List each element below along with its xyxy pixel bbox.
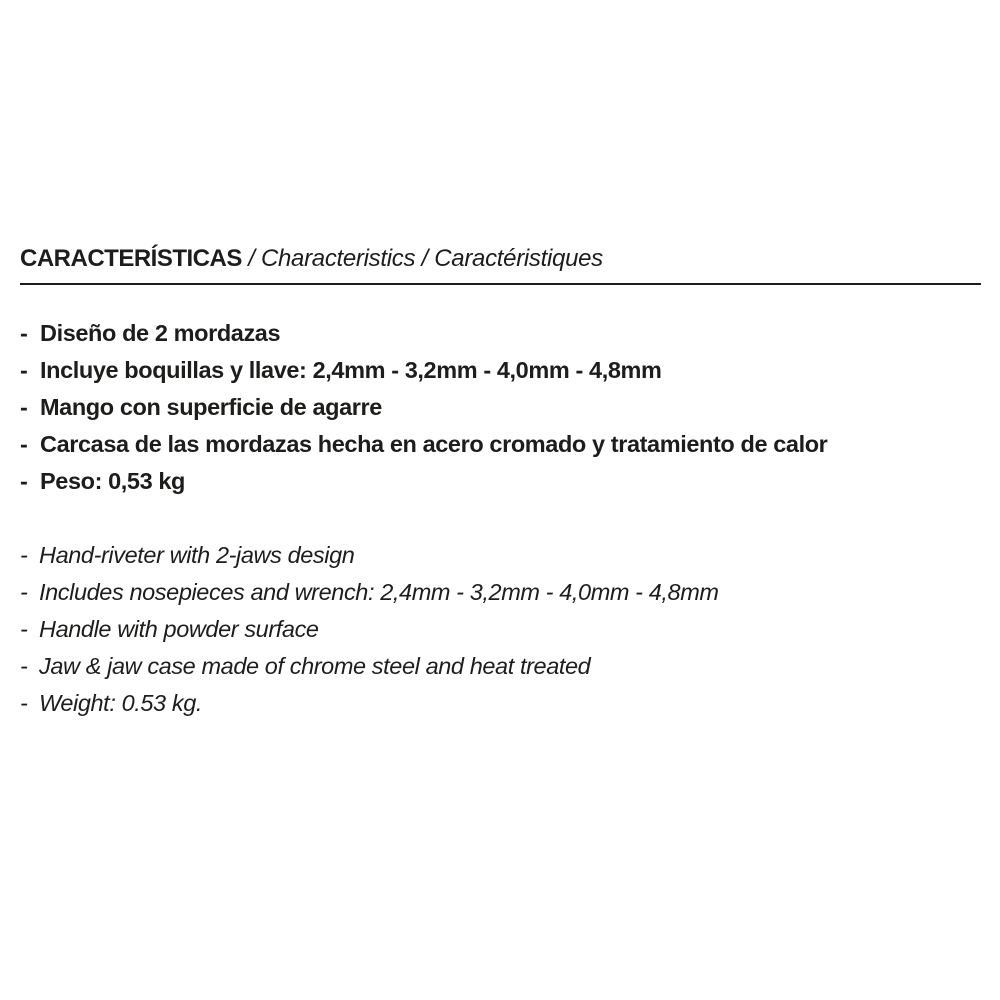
- list-item-text: Hand-riveter with 2-jaws design: [39, 542, 355, 568]
- list-item: [20, 537, 719, 574]
- list-item: [20, 389, 827, 426]
- bullet-dash: -: [20, 616, 28, 642]
- bullet-dash: -: [20, 320, 28, 346]
- list-item-text: Diseño de 2 mordazas: [40, 320, 281, 346]
- list-item: [20, 648, 719, 685]
- section-heading: [20, 243, 603, 275]
- heading-primary: CARACTERÍSTICAS: [20, 245, 242, 272]
- english-feature-list: [20, 537, 719, 722]
- list-item-text: Peso: 0,53 kg: [40, 468, 186, 494]
- bullet-dash: -: [20, 357, 28, 383]
- list-item-text: Jaw & jaw case made of chrome steel and heat treated: [39, 653, 591, 679]
- list-item: [20, 611, 719, 648]
- list-item-text: Handle with powder surface: [39, 616, 319, 642]
- bullet-dash: -: [20, 579, 28, 605]
- list-item: [20, 315, 827, 352]
- list-item-text: Includes nosepieces and wrench: 2,4mm - 3,2mm - 4,0mm - 4,8mm: [39, 579, 719, 605]
- bullet-dash: -: [20, 394, 28, 420]
- heading-secondary: / Characteristics / Caractéristiques: [241, 245, 603, 272]
- list-item-text: Carcasa de las mordazas hecha en acero cromado y tratamiento de calor: [40, 431, 828, 457]
- list-item: [20, 463, 827, 500]
- list-item-text: Mango con superficie de agarre: [40, 394, 382, 420]
- bullet-dash: -: [20, 431, 28, 457]
- list-item: [20, 574, 719, 611]
- bullet-dash: -: [20, 653, 28, 679]
- bullet-dash: -: [20, 542, 28, 568]
- list-item: [20, 426, 827, 463]
- bullet-dash: -: [20, 468, 28, 494]
- list-item: [20, 352, 827, 389]
- list-item: [20, 685, 719, 722]
- heading-divider: [20, 283, 981, 285]
- list-item-text: Incluye boquillas y llave: 2,4mm - 3,2mm - 4,0mm - 4,8mm: [40, 357, 662, 383]
- bullet-dash: -: [20, 690, 28, 716]
- spanish-feature-list: [20, 315, 827, 500]
- list-item-text: Weight: 0.53 kg.: [39, 690, 202, 716]
